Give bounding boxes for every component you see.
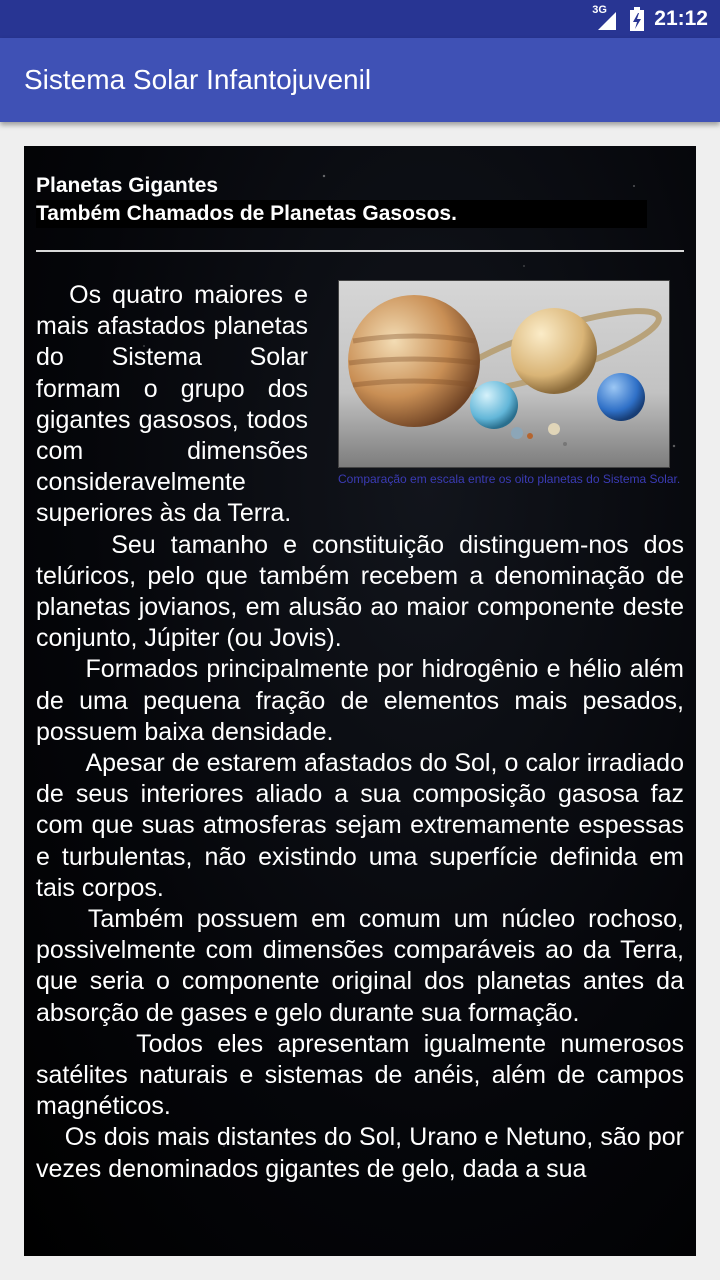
article-content[interactable] <box>24 146 696 1256</box>
network-type: 3G <box>592 4 607 16</box>
paragraph-6: Todos eles apresentam igualmente numerosos satélites naturais e sistemas de anéis, além de campos magnéticos. <box>36 1029 684 1121</box>
paragraph-2: Seu tamanho e constituição distinguem-nos dos telúricos, pelo que também recebem a denominação de planetas jovianos, em alusão ao maior componente deste conjunto, Júpiter (ou Jovis). <box>36 530 684 653</box>
paragraph-3: Formados principalmente por hidrogênio e hélio além de uma pequena fração de elementos mais pesados, possuem baixa densidade. <box>36 655 684 746</box>
article-body <box>36 280 684 1185</box>
divider <box>36 250 684 252</box>
planets-figure <box>338 280 684 486</box>
app-bar <box>0 38 720 122</box>
status-bar <box>0 0 720 38</box>
paragraph-5: Também possuem em comum um núcleo rochoso, possivelmente com dimensões comparáveis ao da Terra, que seria o componente original dos planetas antes da absorção de gases e gelo durante sua formação. <box>36 905 684 1027</box>
clock: 21:12 <box>654 7 708 30</box>
paragraph-1: Os quatro maiores e mais afastados planetas do Sistema Solar formam o grupo dos gigantes gasosos, todos com dimensões consideravelmente superiores às da Terra. <box>36 281 308 528</box>
heading-subtitle: Também Chamados de Planetas Gasosos. <box>36 200 647 228</box>
signal-icon <box>592 6 620 32</box>
article-heading <box>36 172 686 228</box>
app-title: Sistema Solar Infantojuvenil <box>24 64 372 95</box>
paragraph-4: Apesar de estarem afastados do Sol, o calor irradiado de seus interiores aliado a sua composição gasosa faz com que suas atmosferas sejam extremamente espessas e turbulentas, não existindo uma superfície definida em tais corpos. <box>36 749 684 902</box>
figure-caption: Comparação em escala entre os oito planetas do Sistema Solar. <box>338 472 681 486</box>
planets-comparison-image <box>338 280 670 468</box>
heading-title: Planetas Gigantes <box>36 174 219 197</box>
paragraph-7: Os dois mais distantes do Sol, Urano e Netuno, são por vezes denominados gigantes de gelo, dada a sua <box>36 1123 684 1183</box>
battery-charging-icon <box>630 7 644 31</box>
status-icons <box>592 0 708 38</box>
